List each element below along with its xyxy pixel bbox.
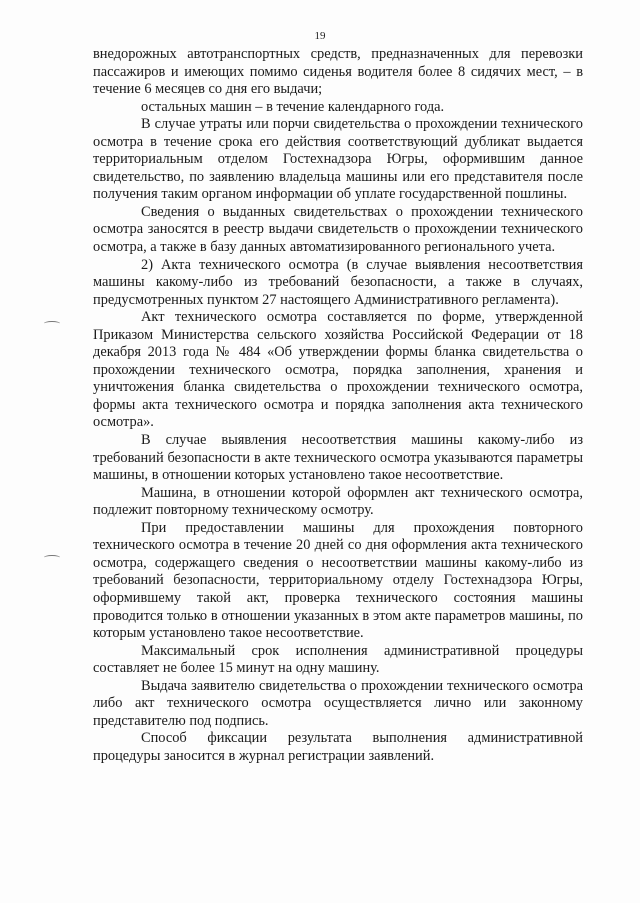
paragraph: При предоставлении машины для прохождения повторного технического осмотра в течение 20 дней со дня оформления акта технического осмотра, содержащего сведения о несоответствии машины какому-либо из требований безопасности, территориальному отделу Гостехнадзора Югры, оформившему такой акт, проверка технического состояния машины проводится только в отношении указанных в этом акте параметров машины, по которым установлено такое несоответствие. bbox=[93, 519, 583, 642]
paragraph: внедорожных автотранспортных средств, предназначенных для перевозки пассажиров и имеющих помимо сиденья водителя более 8 сидячих мест, – в течение 6 месяцев со дня его выдачи; bbox=[93, 46, 583, 98]
paragraph: В случае утраты или порчи свидетельства о прохождении технического осмотра в течение срока его действия соответствующий дубликат выдается территориальным отделом Гостехнадзора Югры, оформившим данное свидетельство, по заявлению владельца машины или его представителя после получения таким органом информации об уплате государственной пошлины. bbox=[93, 116, 583, 203]
binding-hole-mark bbox=[44, 555, 60, 560]
paragraph: Сведения о выданных свидетельствах о прохождении технического осмотра заносятся в реестр выдачи свидетельств о прохождении технического осмотра, а также в базу данных автоматизированного регионального учета. bbox=[93, 203, 583, 256]
paragraph: Способ фиксации результата выполнения административной процедуры заносится в журнал регистрации заявлений. bbox=[93, 730, 583, 764]
paragraph: 2) Акта технического осмотра (в случае выявления несоответствия машины какому-либо из требований безопасности, а также в случаях, предусмотренных пунктом 27 настоящего Административного регламента). bbox=[93, 256, 583, 308]
paragraph: В случае выявления несоответствия машины какому-либо из требований безопасности в акте технического осмотра указываются параметры машины, в отношении которых установлено такое несоответствие. bbox=[93, 432, 583, 484]
paragraph: Выдача заявителю свидетельства о прохождении технического осмотра либо акт технического осмотра осуществляется лично или законному представителю под подпись. bbox=[93, 677, 583, 729]
paragraph: Машина, в отношении которой оформлен акт технического осмотра, подлежит повторному техническому осмотру. bbox=[93, 484, 583, 519]
binding-hole-mark bbox=[44, 321, 60, 326]
paragraph: Максимальный срок исполнения административной процедуры составляет не более 15 минут на одну машину. bbox=[93, 642, 583, 677]
page-number: 19 bbox=[314, 30, 326, 42]
paragraph: остальных машин – в течение календарного года. bbox=[141, 98, 445, 115]
document-body bbox=[93, 46, 583, 765]
paragraph: Акт технического осмотра составляется по форме, утвержденной Приказом Министерства сельского хозяйства Российской Федерации от 18 декабря 2013 года № 484 «Об утверждении формы бланка свидетельства о прохождении технического осмотра, порядка заполнения, хранения и уничтожения бланка свидетельства о прохождении технического осмотра, формы акта технического осмотра и порядка заполнения акта технического осмотра». bbox=[93, 309, 583, 431]
